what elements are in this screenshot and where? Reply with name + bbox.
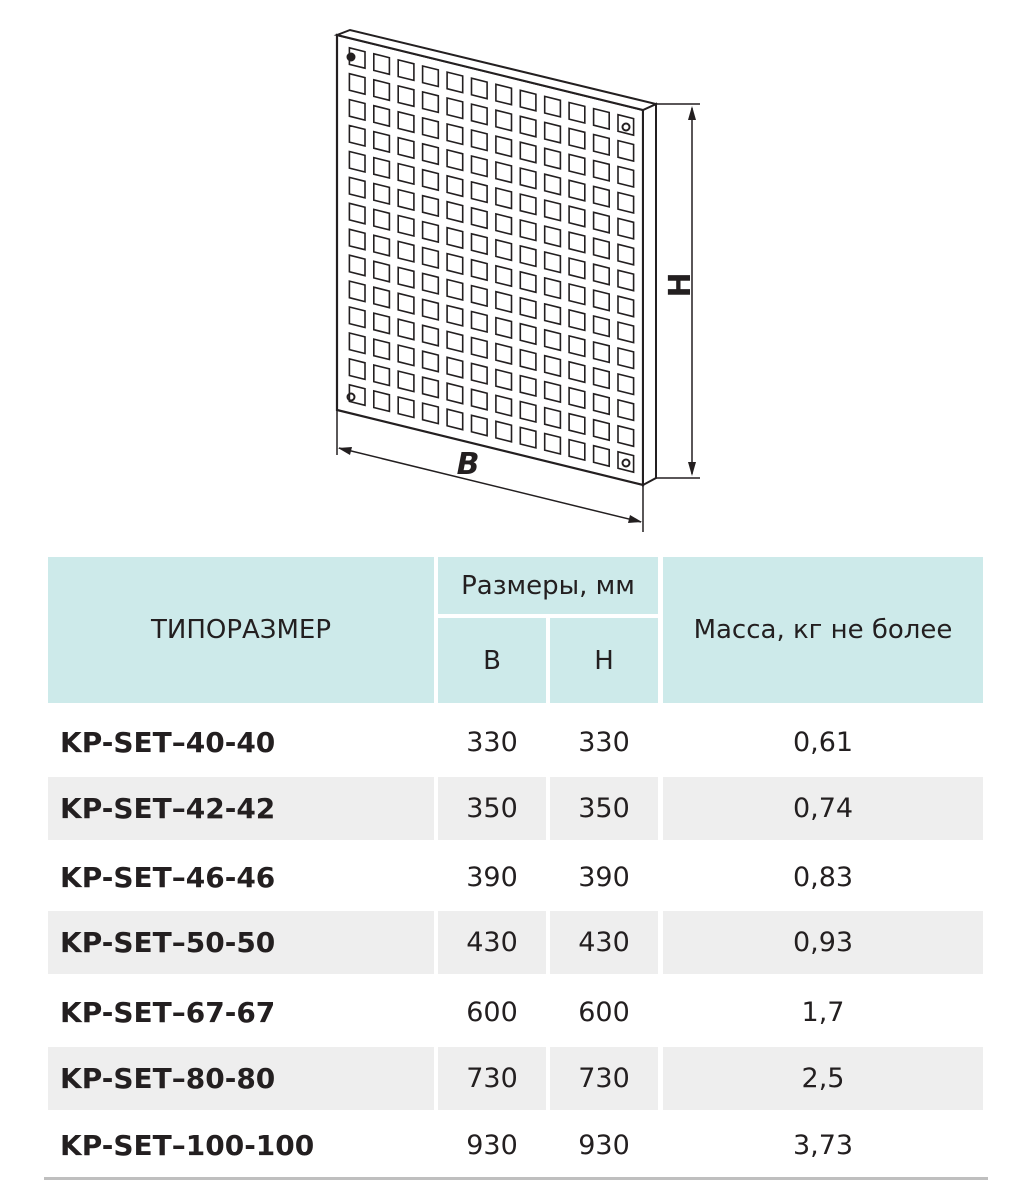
row-mass: 1,7 [801,996,845,1028]
header-mass: Масса, кг не более [663,557,983,703]
row-name: KP-SET–100-100 [60,1128,315,1162]
row-name: KP-SET–50-50 [48,911,434,974]
height-label: H [663,272,698,298]
row-h: 390 [578,861,630,893]
row-name: KP-SET–40-40 [60,725,276,759]
row-mass: 0,61 [792,726,854,758]
header-typesize: ТИПОРАЗМЕР [48,557,434,703]
row-h: 600 [578,996,630,1028]
row-b: 390 [466,861,518,893]
table-bottom-rule [44,1177,988,1180]
row-h: 930 [578,1129,630,1161]
row-name: KP-SET–80-80 [48,1047,434,1110]
row-mass: 0,74 [663,777,983,840]
row-b: 730 [438,1047,546,1110]
row-name: KP-SET–67-67 [60,995,276,1029]
row-h: 430 [550,911,658,974]
row-mass: 0,93 [663,911,983,974]
row-mass: 2,5 [663,1047,983,1110]
row-name: KP-SET–46-46 [60,860,276,894]
row-h: 330 [578,726,630,758]
row-b: 430 [438,911,546,974]
width-label: B [456,447,480,482]
row-name: KP-SET–42-42 [48,777,434,840]
row-mass: 3,73 [792,1129,854,1161]
row-mass: 0,83 [792,861,854,893]
row-h: 350 [550,777,658,840]
header-dimensions: Размеры, мм [438,557,658,614]
row-b: 600 [466,996,518,1028]
header-col-b: B [438,618,546,703]
row-b: 350 [438,777,546,840]
row-h: 730 [550,1047,658,1110]
row-b: 330 [466,726,518,758]
header-col-h: H [550,618,658,703]
row-b: 930 [466,1129,518,1161]
